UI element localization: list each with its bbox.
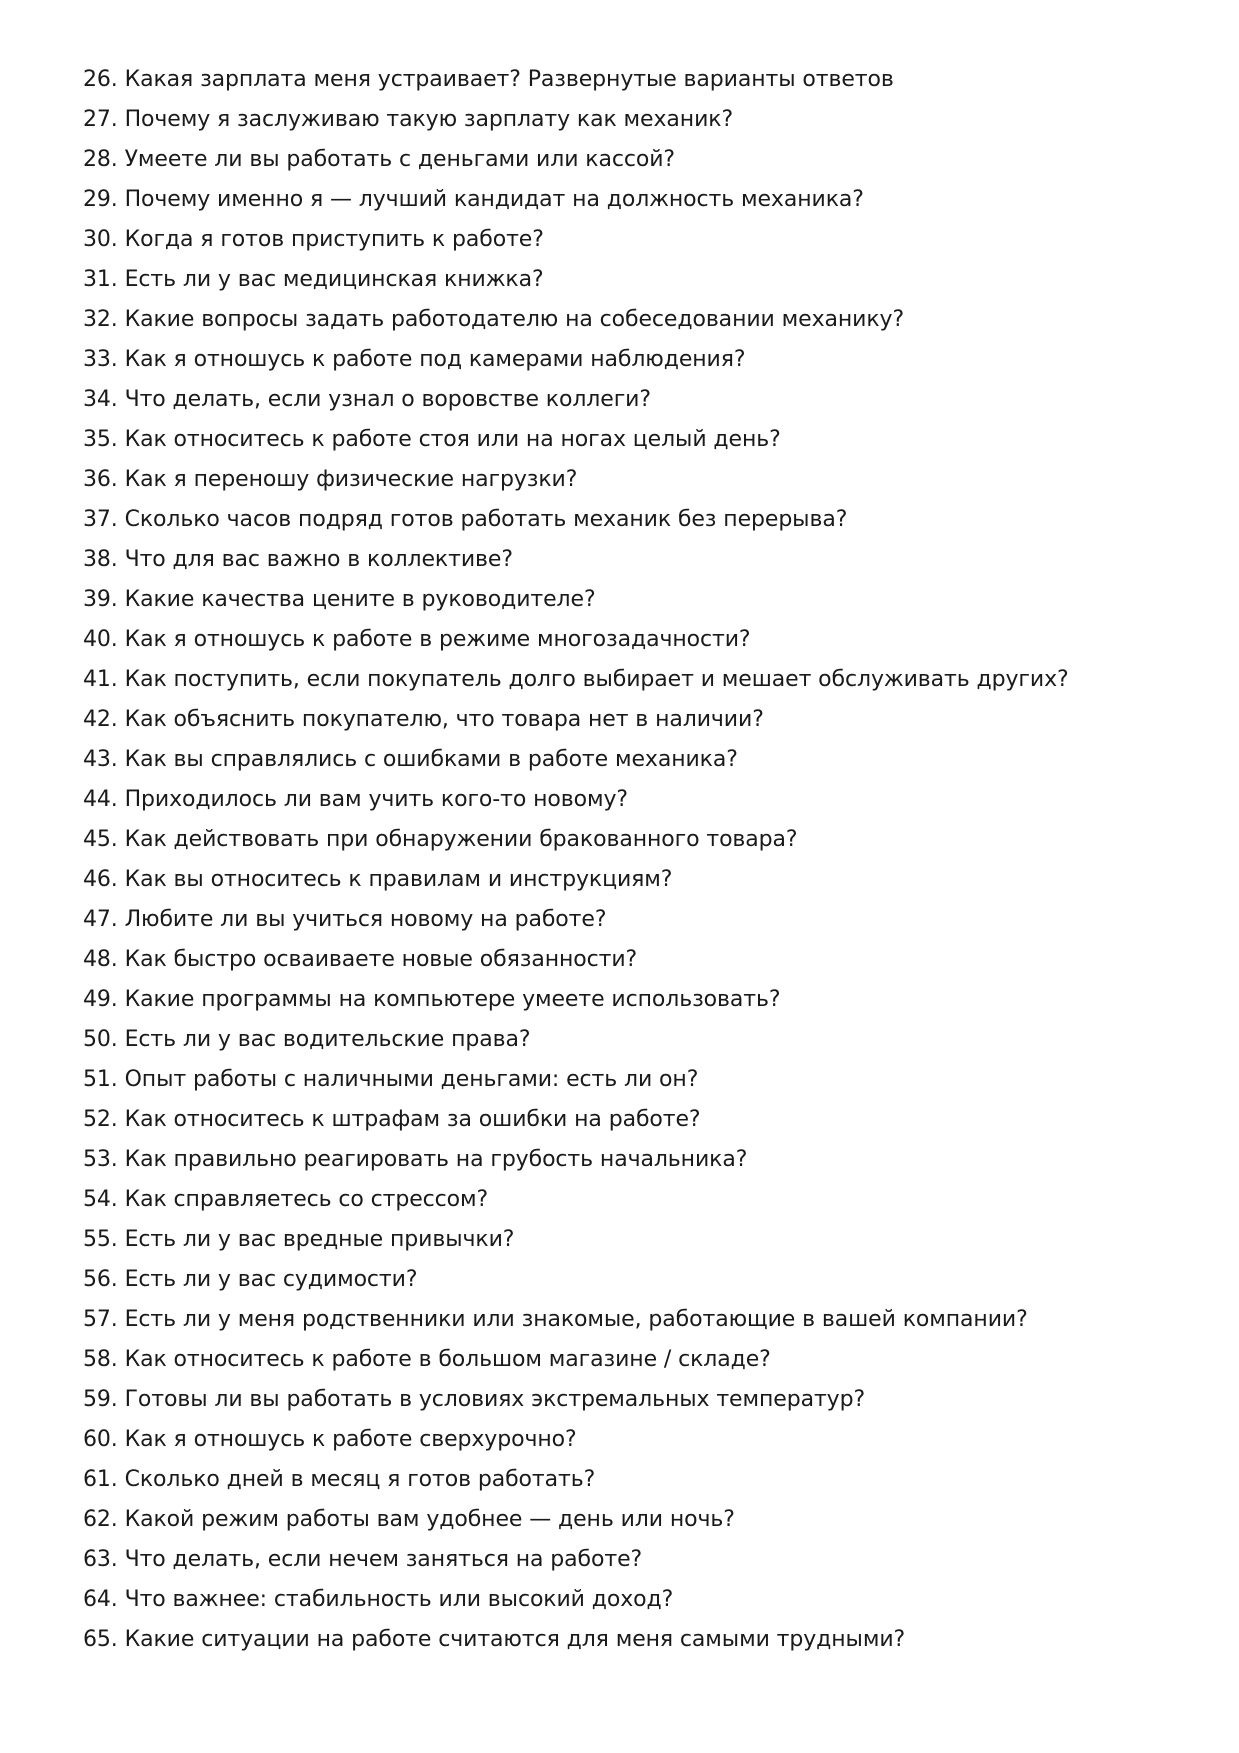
question-item: 65. Какие ситуации на работе считаются для меня самыми трудными? [83, 1627, 906, 1652]
question-item: 37. Сколько часов подряд готов работать механик без перерыва? [83, 507, 848, 532]
question-item: 54. Как справляетесь со стрессом? [83, 1187, 489, 1212]
question-item: 27. Почему я заслуживаю такую зарплату как механик? [83, 107, 734, 132]
question-item: 49. Какие программы на компьютере умеете использовать? [83, 987, 781, 1012]
question-item: 64. Что важнее: стабильность или высокий доход? [83, 1587, 674, 1612]
question-item: 33. Как я отношусь к работе под камерами наблюдения? [83, 347, 746, 372]
question-item: 47. Любите ли вы учиться новому на работе? [83, 907, 607, 932]
question-item: 62. Какой режим работы вам удобнее — день или ночь? [83, 1507, 735, 1532]
question-item: 48. Как быстро осваиваете новые обязанности? [83, 947, 638, 972]
question-item: 31. Есть ли у вас медицинская книжка? [83, 267, 544, 292]
question-item: 41. Как поступить, если покупатель долго выбирает и мешает обслуживать других? [83, 667, 1069, 692]
question-item: 32. Какие вопросы задать работодателю на собеседовании механику? [83, 307, 905, 332]
question-item: 45. Как действовать при обнаружении бракованного товара? [83, 827, 798, 852]
question-item: 43. Как вы справлялись с ошибками в работе механика? [83, 747, 738, 772]
question-item: 26. Какая зарплата меня устраивает? Развернутые варианты ответов [83, 67, 894, 92]
question-item: 39. Какие качества цените в руководителе? [83, 587, 596, 612]
question-item: 52. Как относитесь к штрафам за ошибки на работе? [83, 1107, 701, 1132]
question-item: 59. Готовы ли вы работать в условиях экстремальных температур? [83, 1387, 866, 1412]
question-item: 40. Как я отношусь к работе в режиме многозадачности? [83, 627, 751, 652]
question-item: 29. Почему именно я — лучший кандидат на должность механика? [83, 187, 864, 212]
question-item: 44. Приходилось ли вам учить кого-то новому? [83, 787, 628, 812]
question-item: 30. Когда я готов приступить к работе? [83, 227, 544, 252]
question-item: 53. Как правильно реагировать на грубость начальника? [83, 1147, 748, 1172]
question-item: 50. Есть ли у вас водительские права? [83, 1027, 531, 1052]
question-item: 36. Как я переношу физические нагрузки? [83, 467, 578, 492]
question-item: 34. Что делать, если узнал о воровстве коллеги? [83, 387, 651, 412]
question-item: 63. Что делать, если нечем заняться на работе? [83, 1547, 643, 1572]
question-item: 46. Как вы относитесь к правилам и инструкциям? [83, 867, 673, 892]
question-item: 28. Умеете ли вы работать с деньгами или кассой? [83, 147, 675, 172]
question-item: 56. Есть ли у вас судимости? [83, 1267, 418, 1292]
question-item: 55. Есть ли у вас вредные привычки? [83, 1227, 515, 1252]
question-item: 57. Есть ли у меня родственники или знакомые, работающие в вашей компании? [83, 1307, 1028, 1332]
question-list [83, 60, 1183, 1660]
question-item: 35. Как относитесь к работе стоя или на ногах целый день? [83, 427, 781, 452]
question-item: 61. Сколько дней в месяц я готов работать? [83, 1467, 596, 1492]
question-item: 51. Опыт работы с наличными деньгами: есть ли он? [83, 1067, 699, 1092]
question-item: 42. Как объяснить покупателю, что товара нет в наличии? [83, 707, 764, 732]
question-item: 58. Как относитесь к работе в большом магазине / складе? [83, 1347, 771, 1372]
question-item: 38. Что для вас важно в коллективе? [83, 547, 513, 572]
question-item: 60. Как я отношусь к работе сверхурочно? [83, 1427, 577, 1452]
